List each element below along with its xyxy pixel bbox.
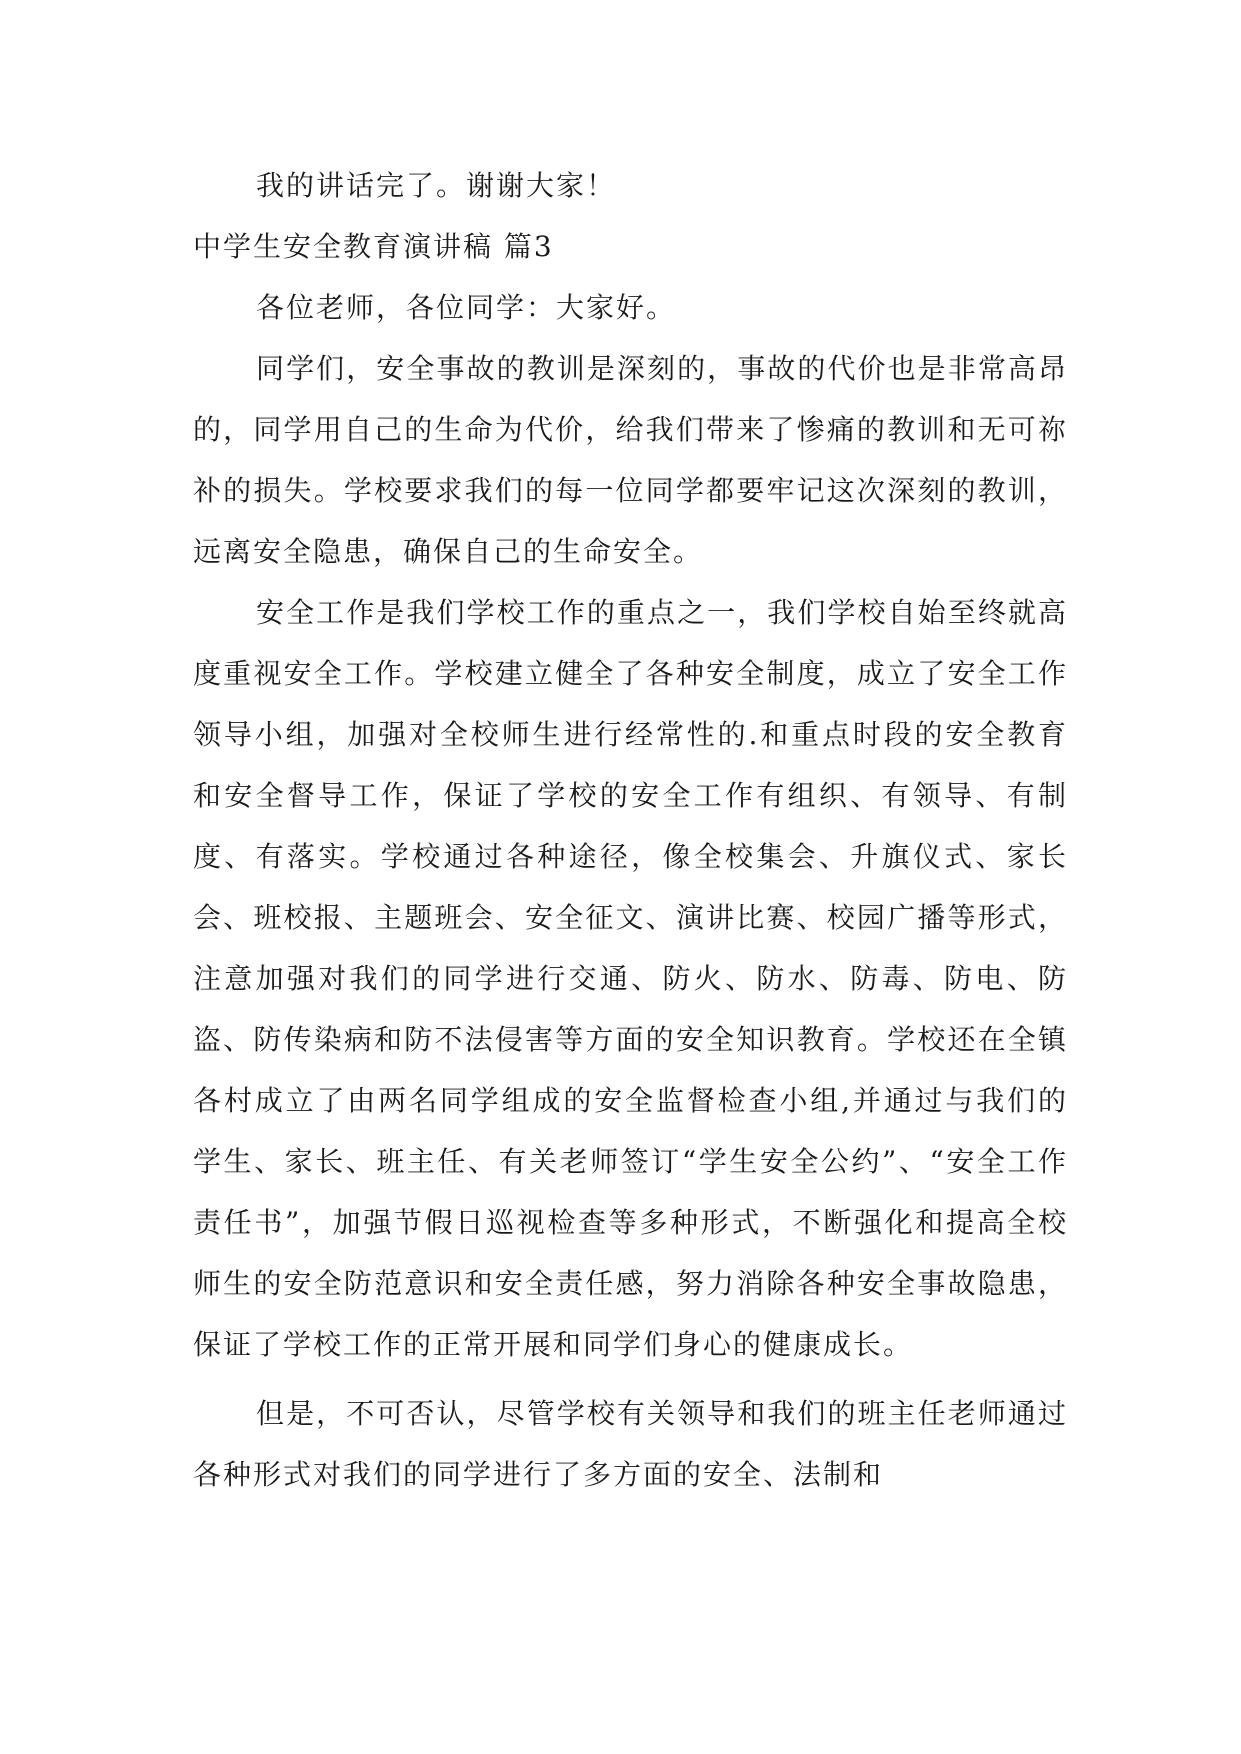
paragraph-1: 同学们，安全事故的教训是深刻的，事故的代价也是非常高昂的，同学用自己的生命为代价，给我们带来了惨痛的教训和无可祢补的损失。学校要求我们的每一位同学都要牢记这次深刻的教训，远离安全隐患，确保自己的生命安全。 (193, 352, 1068, 568)
paragraph-3: 但是，不可否认，尽管学校有关领导和我们的班主任老师通过各种形式对我们的同学进行了多方面的安全、法制和 (193, 1397, 1068, 1491)
document-body (193, 155, 1068, 1505)
speech-heading: 中学生安全教育演讲稿 篇3 (193, 230, 554, 263)
closing-line: 我的讲话完了。谢谢大家！ (256, 169, 617, 202)
paragraph-2: 安全工作是我们学校工作的重点之一，我们学校自始至终就高度重视安全工作。学校建立健全了各种安全制度，成立了安全工作领导小组，加强对全校师生进行经常性的.和重点时段的安全教育和安全督导工作，保证了学校的安全工作有组织、有领导、有制度、有落实。学校通过各种途径，像全校集会、升旗仪式、家长会、班校报、主题班会、安全征文、演讲比赛、校园广播等形式，注意加强对我们的同学进行交通、防火、防水、防毒、防电、防盗、防传染病和防不法侵害等方面的安全知识教育。学校还在全镇各村成立了由两名同学组成的安全监督检查小组,并通过与我们的学生、家长、班主任、有关老师签订“学生安全公约”、“安全工作责任书”，加强节假日巡视检查等多种形式，不断强化和提高全校师生的安全防范意识和安全责任感，努力消除各种安全事故隐患，保证了学校工作的正常开展和同学们身心的健康成长。 (193, 596, 1068, 1361)
greeting: 各位老师，各位同学：大家好。 (256, 291, 677, 324)
